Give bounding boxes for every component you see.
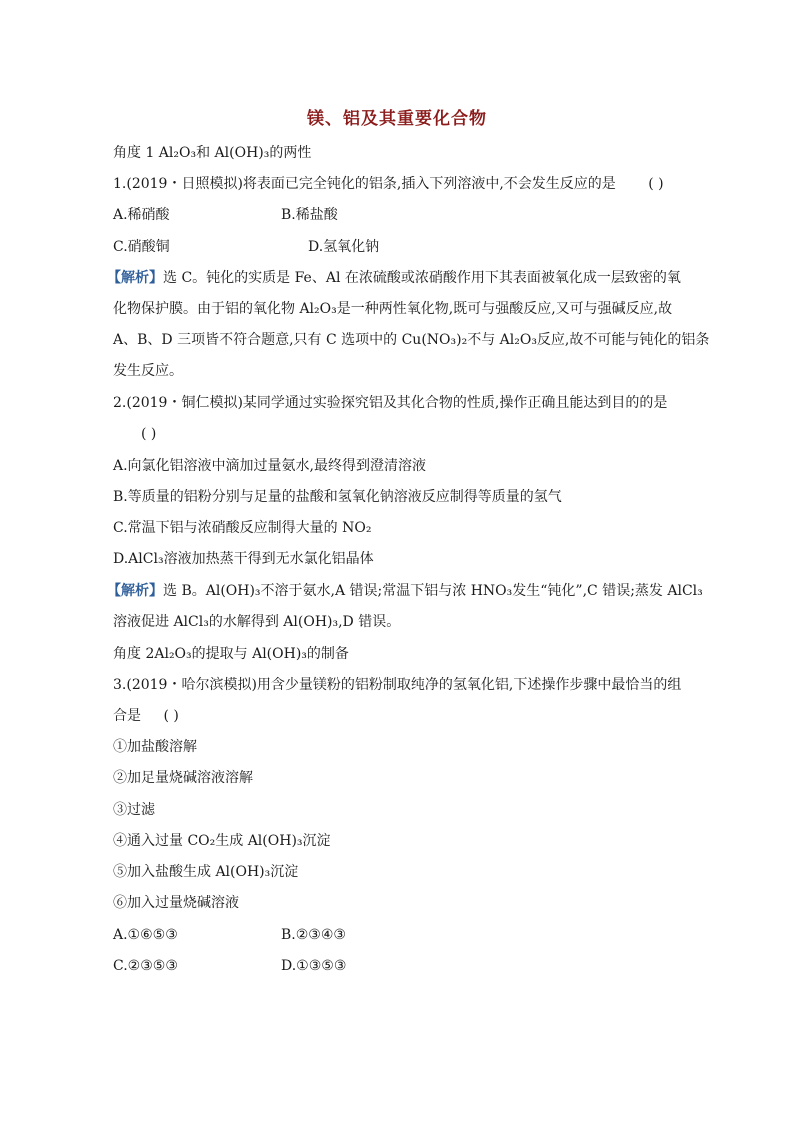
answer-blank: ( ): [648, 176, 664, 192]
question-2-analysis: [107, 581, 703, 601]
analysis-tag: 【解析】: [107, 583, 163, 599]
analysis-tag: 【解析】: [107, 270, 163, 286]
question-1-analysis-line-2: 化物保护膜。由于铝的氧化物 Al₂O₃是一种两性氧化物,既可与强酸反应,又可与强碱反应,故: [113, 301, 673, 317]
question-1-analysis-line-3: A、B、D 三项皆不符合题意,只有 C 选项中的 Cu(NO₃)₂不与 Al₂O₃反应,故不可能与钝化的铝条: [113, 332, 710, 348]
analysis-text: 选 C。钝化的实质是 Fe、Al 在浓硫酸或浓硝酸作用下其表面被氧化成一层致密的氧: [163, 270, 681, 286]
step-item: ④通入过量 CO₂生成 Al(OH)₃沉淀: [113, 833, 331, 849]
question-2-option-d: D.AlCl₃溶液加热蒸干得到无水氯化铝晶体: [113, 551, 374, 567]
question-1-option-b: B.稀盐酸: [281, 207, 338, 223]
step-item: ③过滤: [113, 802, 155, 818]
question-1-stem: [113, 174, 664, 194]
question-2-stem: 2.(2019・铜仁模拟)某同学通过实验探究铝及其化合物的性质,操作正确且能达到目的的是: [113, 395, 668, 411]
question-2-option-a: A.向氯化铝溶液中滴加过量氨水,最终得到澄清溶液: [113, 458, 427, 474]
section-heading-2: 角度 2Al₂O₃的提取与 Al(OH)₃的制备: [113, 646, 349, 662]
question-1-option-a: A.稀硝酸: [113, 207, 170, 223]
section-heading-1: 角度 1 Al₂O₃和 Al(OH)₃的两性: [113, 145, 312, 161]
question-3-option-b: B.②③④③: [281, 927, 346, 943]
question-1-option-c: C.硝酸铜: [113, 239, 170, 255]
question-3-option-a: A.①⑥⑤③: [113, 927, 178, 943]
question-2-analysis-line-2: 溶液促进 AlCl₃的水解得到 Al(OH)₃,D 错误。: [113, 614, 401, 630]
question-1-analysis-line-4: 发生反应。: [113, 363, 183, 379]
step-item: ①加盐酸溶解: [113, 739, 197, 755]
question-1-analysis: [107, 268, 681, 288]
document-title: 镁、铝及其重要化合物: [307, 109, 487, 129]
analysis-text: 选 B。Al(OH)₃不溶于氨水,A 错误;常温下铝与浓 HNO₃发生“钝化”,C 错误;蒸发 AlCl₃: [163, 583, 703, 599]
step-item: ②加足量烧碱溶液溶解: [113, 770, 253, 786]
answer-blank: ( ): [163, 708, 179, 724]
question-3-stem-line-2: [113, 706, 179, 726]
question-3-option-c: C.②③⑤③: [113, 958, 178, 974]
question-2-option-c: C.常温下铝与浓硝酸反应制得大量的 NO₂: [113, 520, 372, 536]
step-item: ⑥加入过量烧碱溶液: [113, 895, 239, 911]
step-item: ⑤加入盐酸生成 Al(OH)₃沉淀: [113, 864, 299, 880]
question-1-option-d: D.氢氧化钠: [308, 239, 380, 255]
question-1-stem-text: 1.(2019・日照模拟)将表面已完全钝化的铝条,插入下列溶液中,不会发生反应的是: [113, 176, 616, 192]
question-3-stem-text: 合是: [113, 708, 141, 724]
question-3-option-d: D.①③⑤③: [281, 958, 347, 974]
question-3-stem: 3.(2019・哈尔滨模拟)用含少量镁粉的铝粉制取纯净的氢氧化铝,下述操作步骤中最恰当的组: [113, 677, 682, 693]
question-2-option-b: B.等质量的铝粉分别与足量的盐酸和氢氧化钠溶液反应制得等质量的氢气: [113, 489, 562, 505]
answer-blank: ( ): [141, 426, 157, 442]
